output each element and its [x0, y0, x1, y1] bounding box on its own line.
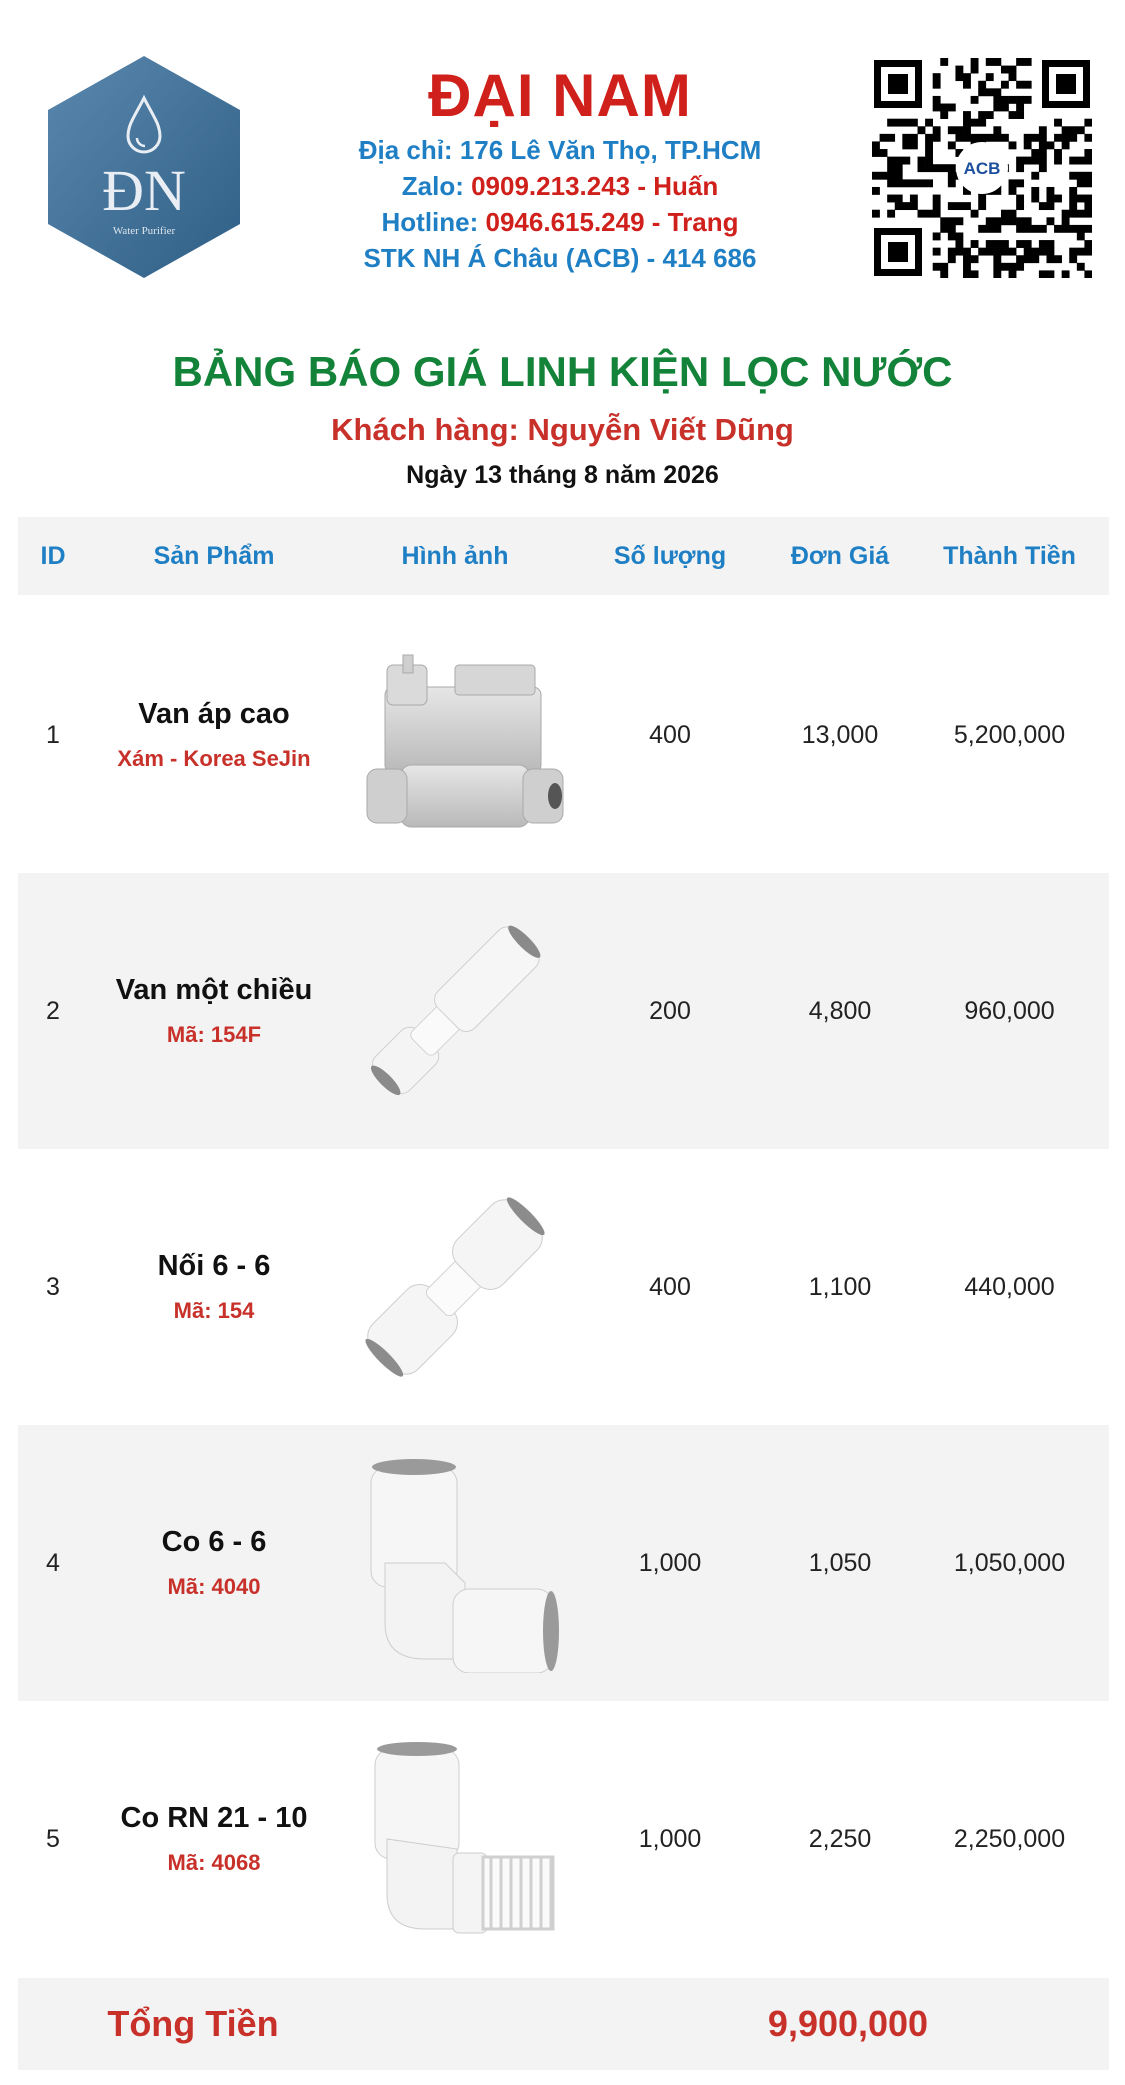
qr-code [872, 58, 1092, 278]
table-row [18, 873, 1109, 1149]
row-amount: 5,200,000 [953, 720, 1066, 749]
table-row [18, 1701, 1109, 1977]
row-product [88, 597, 340, 873]
total-row [18, 1978, 1109, 2070]
hotline-value: 0946.615.249 - Trang [485, 207, 739, 237]
table-row [18, 597, 1109, 873]
zalo-label: Zalo: [401, 171, 472, 201]
company-info [260, 60, 860, 276]
product-name: Van áp cao [138, 698, 290, 730]
logo-tagline: Water Purifier [112, 225, 176, 237]
row-amount: 1,050,000 [953, 1548, 1066, 1577]
product-code: Xám - Korea SeJin [117, 746, 311, 771]
product-name: Co 6 - 6 [161, 1526, 267, 1558]
product-name: Nối 6 - 6 [157, 1250, 271, 1282]
product-code: Mã: 4040 [167, 1574, 261, 1599]
row-id: 5 [46, 1824, 60, 1853]
company-hotline [260, 204, 860, 240]
row-quantity: 1,000 [638, 1824, 702, 1853]
qr-finder-top-left [874, 60, 922, 108]
row-quantity: 400 [649, 720, 691, 749]
row-unit-price: 1,050 [808, 1548, 872, 1577]
row-amount: 2,250,000 [953, 1824, 1066, 1853]
threaded-elbow-image [345, 1729, 565, 1949]
header-product: Sản Phẩm [153, 542, 275, 570]
header-image: Hình ảnh [401, 542, 509, 570]
check-valve-image [345, 901, 565, 1121]
product-code: Mã: 154F [166, 1022, 262, 1047]
table-row [18, 1425, 1109, 1701]
straight-connector-image [345, 1177, 565, 1397]
row-unit-price: 2,250 [808, 1824, 872, 1853]
product-name: Co RN 21 - 10 [120, 1802, 308, 1834]
row-amount: 440,000 [964, 1272, 1055, 1301]
document-date: Ngày 13 tháng 8 năm 2026 [406, 461, 719, 489]
header-quantity: Số lượng [613, 542, 727, 570]
company-bank: STK NH Á Châu (ACB) - 414 686 [363, 243, 757, 273]
row-quantity: 1,000 [638, 1548, 702, 1577]
row-id: 3 [46, 1272, 60, 1301]
document-title: BẢNG BÁO GIÁ LINH KIỆN LỌC NƯỚC [172, 348, 953, 395]
elbow-connector-image [345, 1453, 565, 1673]
row-amount: 960,000 [964, 996, 1055, 1025]
product-name: Van một chiều [115, 974, 313, 1006]
logo-mark: ĐN [102, 158, 186, 223]
company-zalo [260, 168, 860, 204]
product-code: Mã: 4068 [167, 1850, 261, 1875]
header-id: ID [40, 542, 66, 570]
total-value: 9,900,000 [767, 2003, 929, 2044]
row-unit-price: 1,100 [808, 1272, 872, 1301]
header-unit-price: Đơn Giá [790, 542, 890, 570]
acb-badge: ACB [963, 159, 1001, 178]
row-unit-price: 13,000 [801, 720, 879, 749]
row-quantity: 200 [649, 996, 691, 1025]
row-id: 2 [46, 996, 60, 1025]
row-unit-price: 4,800 [808, 996, 872, 1025]
row-product [88, 1149, 340, 1425]
company-name: ĐẠI NAM [428, 62, 692, 129]
thread-icon [483, 1857, 553, 1929]
qr-finder-top-right [1042, 60, 1090, 108]
company-logo [44, 52, 244, 282]
qr-finder-bottom-left [874, 228, 922, 276]
high-pressure-switch-image [345, 625, 565, 845]
hotline-label: Hotline: [381, 207, 486, 237]
row-quantity: 400 [649, 1272, 691, 1301]
zalo-value: 0909.213.243 - Huấn [471, 171, 719, 201]
table-row [18, 1149, 1109, 1425]
customer-name: Khách hàng: Nguyễn Viết Dũng [331, 412, 794, 447]
company-address: Địa chỉ: 176 Lê Văn Thọ, TP.HCM [358, 135, 762, 165]
row-id: 1 [46, 720, 60, 749]
row-product [88, 1425, 340, 1701]
row-id: 4 [46, 1548, 60, 1577]
total-label: Tổng Tiền [107, 2003, 279, 2044]
header-amount: Thành Tiền [943, 542, 1076, 570]
product-code: Mã: 154 [173, 1298, 255, 1323]
row-product [88, 873, 340, 1149]
table-header [18, 517, 1109, 595]
row-product [88, 1701, 340, 1977]
